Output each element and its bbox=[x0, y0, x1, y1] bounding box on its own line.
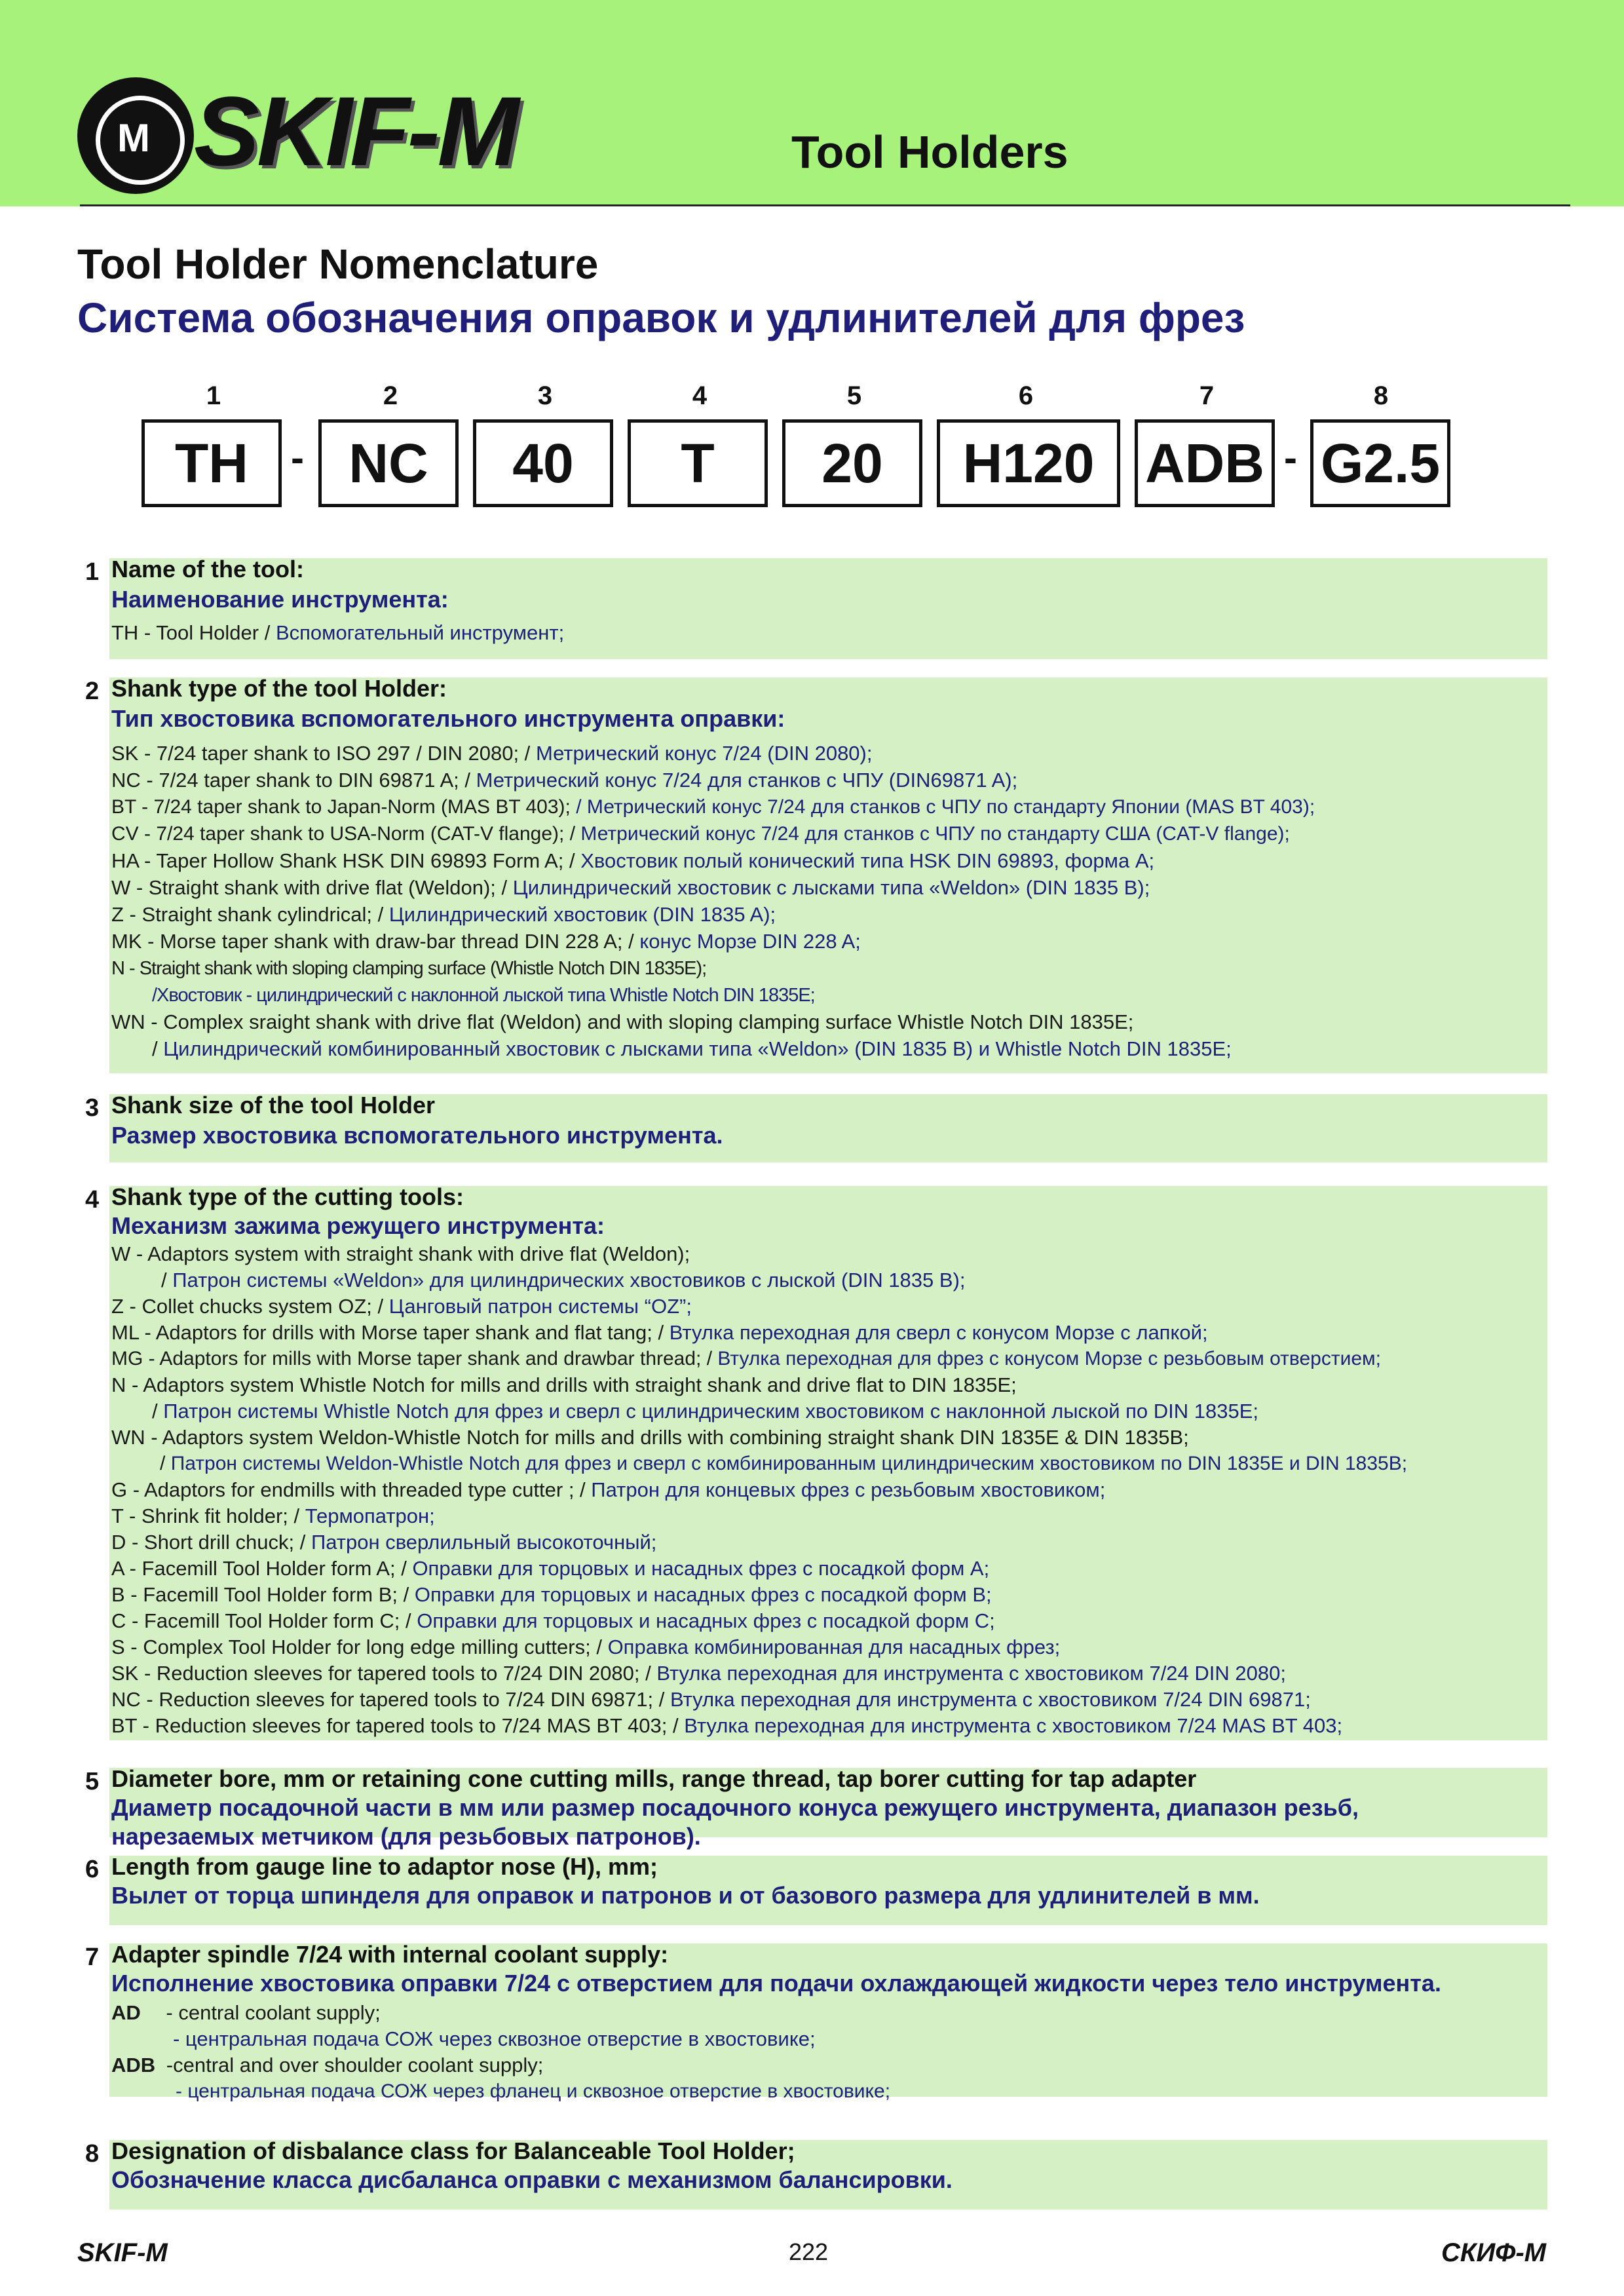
section-4-title-en: Shank type of the cutting tools: bbox=[111, 1183, 464, 1210]
code-number-1: 1 bbox=[206, 381, 221, 410]
section-5-title-ru-1: Диаметр посадочной части в мм или размер посадочного конуса режущего инструмента, диапазон резьб, bbox=[111, 1794, 1359, 1821]
section-4-line bbox=[111, 1687, 1311, 1713]
line-ru: Втулка переходная для фрез с конусом Морзе с резьбовым отверстием; bbox=[717, 1348, 1382, 1369]
line-en: - central coolant supply; bbox=[166, 2001, 381, 2024]
section-1-line bbox=[111, 620, 564, 646]
code-dash-1: - bbox=[291, 436, 304, 480]
page-title-ru: Система обозначения оправок и удлинителей для фрез bbox=[77, 294, 1245, 341]
section-2-title-ru: Тип хвостовика вспомогательного инструмента оправки: bbox=[111, 705, 785, 732]
section-6-title-ru: Вылет от торца шпинделя для оправок и патронов и от базового размера для удлинителей в мм. bbox=[111, 1882, 1260, 1909]
line-en: WN - Adaptors system Weldon-Whistle Notch for mills and drills with combining straight shank DIN 1835E & DIN 1835B; bbox=[111, 1426, 1189, 1449]
line-en: NC - Reduction sleeves for tapered tools to 7/24 DIN 69871; / bbox=[111, 1688, 665, 1711]
line-en: C - Facemill Tool Holder form C; / bbox=[111, 1609, 411, 1632]
line-ru: /Хвостовик - цилиндрический с наклонной лыской типа Whistle Notch DIN 1835E; bbox=[152, 985, 815, 1006]
section-4-line bbox=[111, 1425, 1189, 1451]
section-1-title-en: Name of the tool: bbox=[111, 556, 304, 583]
footer-brand-en: SKIF-M bbox=[77, 2238, 168, 2267]
line-ru: Цилиндрический комбинированный хвостовик с лысками типа «Weldon» (DIN 1835 B) и Whistle Notch DIN 1835E; bbox=[163, 1037, 1232, 1060]
line-en: N - Adaptors system Whistle Notch for mills and drills with straight shank and drive flat to DIN 1835E; bbox=[111, 1373, 1017, 1396]
line-ru: Цилиндрический хвостовик (DIN 1835 A); bbox=[388, 903, 776, 926]
line-ru: Патрон системы «Weldon» для цилиндрических хвостовиков с лыской (DIN 1835 B); bbox=[172, 1269, 966, 1292]
section-2-line bbox=[111, 875, 1150, 901]
line-ru: Термопатрон; bbox=[305, 1504, 435, 1527]
section-4-line bbox=[111, 1346, 1381, 1372]
section-2-title-en: Shank type of the tool Holder: bbox=[111, 675, 447, 702]
line-ru: Хвостовик полый конический типа HSK DIN 69893, форма А; bbox=[580, 849, 1155, 872]
section-4-line bbox=[111, 1713, 1342, 1739]
section-7-title-ru: Исполнение хвостовика оправки 7/24 с отверстием для подачи охлаждающей жидкости через тело инструмента. bbox=[111, 1970, 1441, 1997]
section-4-line bbox=[111, 1660, 1286, 1687]
line-en: Z - Collet chucks system OZ; / bbox=[111, 1295, 384, 1318]
line-en: SK - Reduction sleeves for tapered tools to 7/24 DIN 2080; / bbox=[111, 1662, 651, 1685]
section-4-line bbox=[111, 1320, 1208, 1346]
line-en: SK - 7/24 taper shank to ISO 297 / DIN 2080; / bbox=[111, 742, 531, 765]
code-box-1: TH bbox=[142, 419, 282, 507]
line-ru: Втулка переходная для сверл с конусом Морзе с лапкой; bbox=[669, 1321, 1208, 1344]
section-2-line bbox=[111, 955, 706, 982]
code-box-3: 40 bbox=[473, 419, 613, 507]
line-en: G - Adaptors for endmills with threaded type cutter ; / bbox=[111, 1478, 586, 1501]
line-en: NC - 7/24 taper shank to DIN 69871 A; / bbox=[111, 769, 470, 792]
section-4-title-ru: Механизм зажима режущего инструмента: bbox=[111, 1212, 605, 1239]
section-7-ad-ru bbox=[173, 2026, 816, 2052]
code-number-3: 3 bbox=[537, 381, 553, 410]
page-number: 222 bbox=[789, 2238, 829, 2265]
page-title-en: Tool Holder Nomenclature bbox=[77, 240, 599, 288]
line-en: MK - Morse taper shank with draw-bar thread DIN 228 A; / bbox=[111, 930, 634, 953]
code-box-2: NC bbox=[318, 419, 459, 507]
line-ru: Оправки для торцовых и насадных фрез с посадкой форм А; bbox=[412, 1557, 990, 1580]
line-ru: Оправки для торцовых и насадных фрез с посадкой форм В; bbox=[414, 1583, 992, 1606]
line-en: MG - Adaptors for mills with Morse taper shank and drawbar thread; / bbox=[111, 1348, 713, 1369]
section-4-line bbox=[111, 1634, 1060, 1660]
section-4-line bbox=[111, 1477, 1105, 1503]
line-en: WN - Complex sraight shank with drive flat (Weldon) and with sloping clamping surface Whistle Notch DIN 1835E; bbox=[111, 1010, 1134, 1033]
section-7-adb-ru bbox=[176, 2078, 890, 2105]
line-en: N - Straight shank with sloping clamping surface (Whistle Notch DIN 1835E); bbox=[111, 958, 707, 979]
code-box-8: G2.5 bbox=[1310, 419, 1450, 507]
line-ru: Втулка переходная для инструмента с хвостовиком 7/24 DIN 2080; bbox=[656, 1662, 1286, 1685]
code-box-7: ADB bbox=[1135, 419, 1275, 507]
section-6-title-en: Length from gauge line to adaptor nose (H), mm; bbox=[111, 1853, 658, 1880]
section-2-line bbox=[111, 821, 1290, 847]
section-2-number: 2 bbox=[85, 678, 100, 705]
line-ru: Вспомогательный инструмент; bbox=[275, 621, 565, 644]
section-8-title-ru: Обозначение класса дисбаланса оправки с механизмом балансировки. bbox=[111, 2166, 953, 2193]
section-2-line bbox=[111, 1009, 1133, 1035]
section-3-title-en: Shank size of the tool Holder bbox=[111, 1092, 436, 1119]
section-2-line bbox=[111, 767, 1017, 794]
section-1-title-ru: Наименование инструмента: bbox=[111, 586, 449, 613]
line-ru: Втулка переходная для инструмента с хвостовиком 7/24 DIN 69871; bbox=[670, 1688, 1311, 1711]
section-7-ad-line bbox=[111, 2000, 381, 2026]
section-4-line bbox=[111, 1582, 992, 1608]
line-ru: Патрон сверлильный высокоточный; bbox=[311, 1531, 657, 1554]
section-2-line bbox=[111, 928, 861, 955]
section-7-adb-line bbox=[111, 2052, 543, 2078]
line-ru: Патрон для концевых фрез с резьбовым хвостовиком; bbox=[591, 1478, 1106, 1501]
line-en: ML - Adaptors for drills with Morse taper shank and flat tang; / bbox=[111, 1321, 664, 1344]
section-4-line bbox=[111, 1529, 656, 1556]
line-en: S - Complex Tool Holder for long edge milling cutters; / bbox=[111, 1636, 602, 1658]
line-ru: Оправки для торцовых и насадных фрез с посадкой форм С; bbox=[417, 1609, 995, 1632]
line-ru: Метрический конус 7/24 для станков с ЧПУ (DIN69871 A); bbox=[476, 769, 1018, 792]
section-2-line bbox=[111, 902, 776, 928]
section-4-line bbox=[152, 1398, 1258, 1425]
line-en: / bbox=[152, 1037, 158, 1060]
line-en: CV - 7/24 taper shank to USA-Norm (CAT-V flange); / bbox=[111, 823, 576, 845]
line-en: / bbox=[161, 1269, 167, 1292]
section-4-number: 4 bbox=[85, 1186, 100, 1214]
section-5-title-ru-2: нарезаемых метчиком (для резьбовых патронов). bbox=[111, 1823, 701, 1850]
section-2-line bbox=[111, 740, 872, 767]
line-en: A - Facemill Tool Holder form A; / bbox=[111, 1557, 407, 1580]
code-number-7: 7 bbox=[1199, 381, 1215, 410]
section-4-line bbox=[160, 1451, 1407, 1477]
section-1-number: 1 bbox=[85, 558, 100, 586]
code-dash-2: - bbox=[1284, 436, 1297, 480]
code-number-2: 2 bbox=[383, 381, 398, 410]
section-8-number: 8 bbox=[85, 2140, 100, 2168]
code-number-8: 8 bbox=[1373, 381, 1389, 410]
code-adb: ADB bbox=[111, 2054, 156, 2076]
code-box-4: T bbox=[628, 419, 768, 507]
line-ru: Втулка переходная для инструмента с хвостовиком 7/24 MAS BT 403; bbox=[684, 1714, 1343, 1737]
code-box-5: 20 bbox=[782, 419, 922, 507]
section-8-title-en: Designation of disbalance class for Balanceable Tool Holder; bbox=[111, 2137, 795, 2164]
section-4-line bbox=[111, 1608, 995, 1634]
section-2-line bbox=[111, 848, 1154, 874]
line-ru: Метрический конус 7/24 (DIN 2080); bbox=[535, 742, 873, 765]
section-2-line bbox=[111, 794, 1315, 820]
section-4-line bbox=[111, 1372, 1017, 1398]
section-4-line bbox=[111, 1556, 989, 1582]
line-ru: конус Морзе DIN 228 A; bbox=[639, 930, 861, 953]
line-en: -central and over shoulder coolant supply; bbox=[166, 2054, 544, 2076]
section-3-number: 3 bbox=[85, 1094, 100, 1122]
section-5-title-en: Diameter bore, mm or retaining cone cutting mills, range thread, tap borer cutting for tap adapter bbox=[111, 1765, 1197, 1792]
section-7-number: 7 bbox=[85, 1943, 100, 1971]
line-en: BT - 7/24 taper shank to Japan-Norm (MAS BT 403); bbox=[111, 796, 571, 818]
line-en: BT - Reduction sleeves for tapered tools to 7/24 MAS BT 403; / bbox=[111, 1714, 679, 1737]
footer-brand-ru: СКИФ-М bbox=[1441, 2238, 1547, 2267]
logo-letter: M bbox=[117, 116, 150, 160]
line-en: W - Adaptors system with straight shank with drive flat (Weldon); bbox=[111, 1242, 690, 1265]
section-7-title-en: Adapter spindle 7/24 with internal coolant supply: bbox=[111, 1941, 669, 1968]
line-en: W - Straight shank with drive flat (Weldon); / bbox=[111, 876, 508, 899]
line-en: / bbox=[152, 1400, 158, 1423]
line-ru: Цилиндрический хвостовик с лысками типа «Weldon» (DIN 1835 B); bbox=[512, 876, 1150, 899]
line-ru: Оправка комбинированная для насадных фрез; bbox=[607, 1636, 1061, 1658]
logo-text: SKIF-M bbox=[194, 76, 517, 186]
line-en: Z - Straight shank cylindrical; / bbox=[111, 903, 384, 926]
header-title: Tool Holders bbox=[791, 126, 1068, 178]
line-ru: - центральная подача СОЖ через фланец и сквозное отверстие в хвостовике; bbox=[176, 2080, 891, 2102]
section-2-line bbox=[152, 1036, 1232, 1062]
section-2-line bbox=[152, 982, 815, 1008]
code-number-5: 5 bbox=[846, 381, 862, 410]
section-4-line bbox=[111, 1293, 692, 1320]
line-en: TH - Tool Holder / bbox=[111, 621, 271, 644]
line-en: / bbox=[160, 1453, 166, 1474]
code-ad: AD bbox=[111, 2001, 141, 2024]
line-en: D - Short drill chuck; / bbox=[111, 1531, 306, 1554]
line-ru: Метрический конус 7/24 для станков с ЧПУ по стандарту США (CAT-V flange); bbox=[580, 823, 1290, 845]
line-ru: Патрон системы Weldon-Whistle Notch для фрез и сверл с комбинированным цилиндрическим хвостовиком по DIN 1835E и DIN 1835B; bbox=[170, 1453, 1408, 1474]
line-ru: - центральная подача СОЖ через сквозное отверстие в хвостовике; bbox=[173, 2027, 816, 2050]
section-5-number: 5 bbox=[85, 1768, 100, 1795]
line-ru: / Метрический конус 7/24 для станков с ЧПУ по стандарту Японии (MAS BT 403); bbox=[576, 796, 1315, 818]
section-4-line bbox=[161, 1267, 966, 1293]
header-divider bbox=[80, 204, 1570, 206]
line-ru: Цанговый патрон системы “OZ”; bbox=[388, 1295, 692, 1318]
section-4-line bbox=[111, 1241, 690, 1267]
line-en: T - Shrink fit holder; / bbox=[111, 1504, 300, 1527]
line-en: B - Facemill Tool Holder form B; / bbox=[111, 1583, 409, 1606]
section-4-line bbox=[111, 1503, 435, 1529]
logo-emblem bbox=[77, 77, 194, 194]
code-box-6: H120 bbox=[937, 419, 1120, 507]
section-3-title-ru: Размер хвостовика вспомогательного инструмента. bbox=[111, 1122, 723, 1149]
code-number-6: 6 bbox=[1018, 381, 1034, 410]
line-en: HA - Taper Hollow Shank HSK DIN 69893 Form A; / bbox=[111, 849, 575, 872]
section-6-number: 6 bbox=[85, 1856, 100, 1883]
code-number-4: 4 bbox=[692, 381, 708, 410]
line-ru: Патрон системы Whistle Notch для фрез и сверл с цилиндрическим хвостовиком с наклонной лыской по DIN 1835E; bbox=[163, 1400, 1259, 1423]
